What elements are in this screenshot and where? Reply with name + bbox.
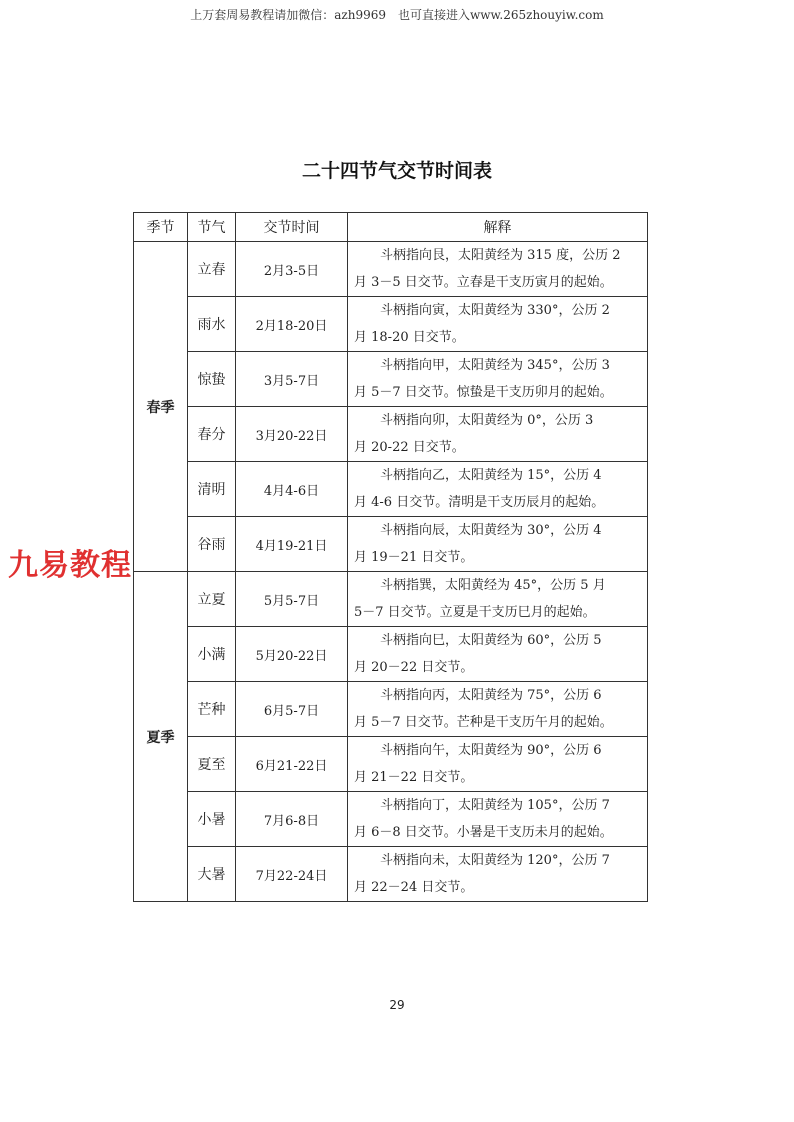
term-explanation: 斗柄指向巳，太阳黄经为 60°，公历 5 月 20－22 日交节。 <box>348 627 648 682</box>
term-name: 春分 <box>188 407 236 462</box>
term-explanation: 斗柄指向未，太阳黄经为 120°，公历 7 月 22－24 日交节。 <box>348 847 648 902</box>
page-number: 29 <box>389 998 405 1012</box>
column-header-time: 交节时间 <box>236 213 348 242</box>
term-explanation: 斗柄指向艮，太阳黄经为 315 度，公历 2 月 3－5 日交节。立春是干支历寅月的起始。 <box>348 242 648 297</box>
term-explanation: 斗柄指向卯，太阳黄经为 0°，公历 3 月 20-22 日交节。 <box>348 407 648 462</box>
term-time: 2月18-20日 <box>236 297 348 352</box>
term-name: 小满 <box>188 627 236 682</box>
column-header-season: 季节 <box>134 213 188 242</box>
season-spring: 春季 <box>134 242 188 572</box>
table-row <box>134 352 648 407</box>
term-explanation: 斗柄指向辰，太阳黄经为 30°，公历 4 月 19－21 日交节。 <box>348 517 648 572</box>
term-name: 惊蛰 <box>188 352 236 407</box>
table-row <box>134 407 648 462</box>
page-header: 上万套周易教程请加微信：azh9969 也可直接进入www.265zhouyiw.com <box>190 8 604 22</box>
solar-terms-table <box>133 212 648 902</box>
term-time: 3月5-7日 <box>236 352 348 407</box>
term-name: 雨水 <box>188 297 236 352</box>
table-header-row <box>134 213 648 242</box>
term-name: 立春 <box>188 242 236 297</box>
term-time: 6月21-22日 <box>236 737 348 792</box>
term-name: 谷雨 <box>188 517 236 572</box>
table-row <box>134 242 648 297</box>
table-row <box>134 847 648 902</box>
term-time: 2月3-5日 <box>236 242 348 297</box>
term-time: 4月4-6日 <box>236 462 348 517</box>
term-explanation: 斗柄指向甲，太阳黄经为 345°，公历 3 月 5－7 日交节。惊蛰是干支历卯月的起始。 <box>348 352 648 407</box>
term-time: 3月20-22日 <box>236 407 348 462</box>
table-row <box>134 792 648 847</box>
term-name: 大暑 <box>188 847 236 902</box>
term-time: 5月20-22日 <box>236 627 348 682</box>
term-time: 4月19-21日 <box>236 517 348 572</box>
term-time: 7月22-24日 <box>236 847 348 902</box>
term-name: 芒种 <box>188 682 236 737</box>
table-row <box>134 682 648 737</box>
table-row <box>134 572 648 627</box>
term-time: 5月5-7日 <box>236 572 348 627</box>
watermark: 九易教程 <box>8 548 132 583</box>
table-row <box>134 517 648 572</box>
table-row <box>134 627 648 682</box>
term-explanation: 斗柄指向午，太阳黄经为 90°，公历 6 月 21－22 日交节。 <box>348 737 648 792</box>
term-explanation: 斗柄指向丁，太阳黄经为 105°，公历 7 月 6－8 日交节。小暑是干支历未月的起始。 <box>348 792 648 847</box>
table-row <box>134 462 648 517</box>
term-time: 7月6-8日 <box>236 792 348 847</box>
page-title: 二十四节气交节时间表 <box>301 160 492 182</box>
table-row <box>134 737 648 792</box>
term-name: 小暑 <box>188 792 236 847</box>
table-row <box>134 297 648 352</box>
term-explanation: 斗柄指向寅，太阳黄经为 330°，公历 2 月 18-20 日交节。 <box>348 297 648 352</box>
term-explanation: 斗柄指向丙，太阳黄经为 75°，公历 6 月 5－7 日交节。芒种是干支历午月的起始。 <box>348 682 648 737</box>
term-explanation: 斗柄指巽，太阳黄经为 45°，公历 5 月 5－7 日交节。立夏是干支历巳月的起始。 <box>348 572 648 627</box>
term-name: 清明 <box>188 462 236 517</box>
column-header-explanation: 解释 <box>348 213 648 242</box>
season-summer: 夏季 <box>134 572 188 902</box>
term-explanation: 斗柄指向乙，太阳黄经为 15°，公历 4 月 4-6 日交节。清明是干支历辰月的起始。 <box>348 462 648 517</box>
term-name: 立夏 <box>188 572 236 627</box>
column-header-term: 节气 <box>188 213 236 242</box>
term-name: 夏至 <box>188 737 236 792</box>
term-time: 6月5-7日 <box>236 682 348 737</box>
